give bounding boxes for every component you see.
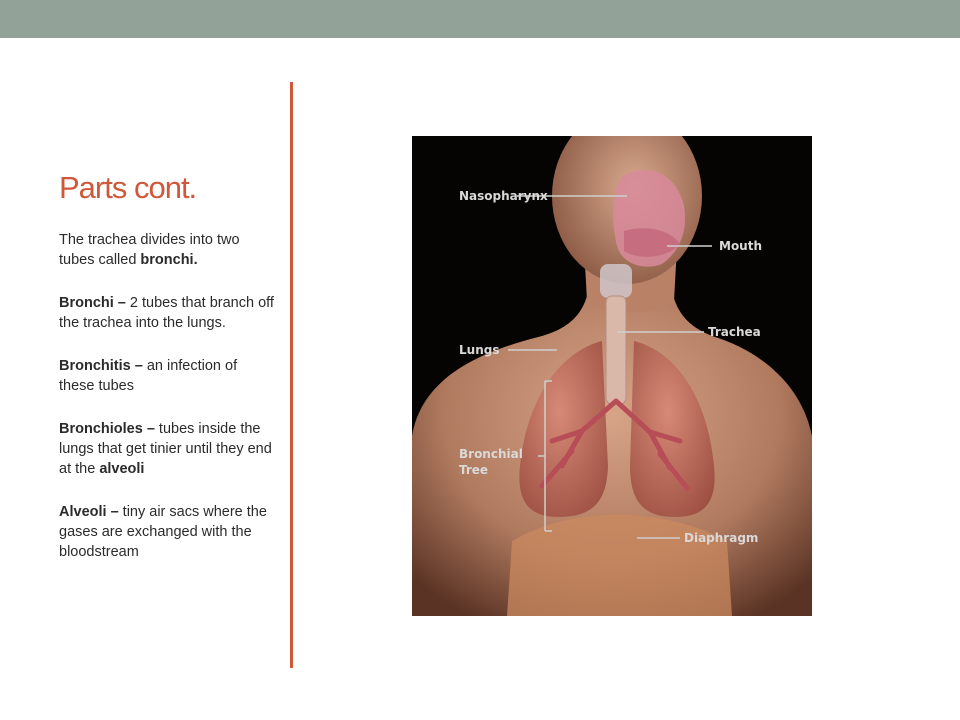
anatomy-graphic <box>412 136 812 616</box>
term-bronchioles: Bronchioles <box>59 421 143 437</box>
label-tree: Tree <box>459 463 489 477</box>
paragraph-text: an infection of these tubes <box>59 358 238 394</box>
vertical-divider <box>290 82 293 668</box>
label-diaphragm: Diaphragm <box>684 531 759 545</box>
paragraph-text: The trachea divides into two tubes called <box>59 232 240 268</box>
paragraph-text: 2 tubes that branch off the trachea into the lungs. <box>59 295 274 331</box>
label-trachea: Trachea <box>708 325 761 339</box>
term-separator: – <box>106 504 123 520</box>
body-text <box>59 230 274 585</box>
paragraph-text: tubes inside the lungs that get tinier until they end at the <box>59 421 272 477</box>
paragraph-text: tiny air sacs where the gases are exchanged with the bloodstream <box>59 504 267 560</box>
label-mouth: Mouth <box>719 239 763 253</box>
term-separator: – <box>113 295 130 311</box>
larynx-shape <box>600 264 632 298</box>
paragraph-alveoli <box>59 502 274 562</box>
respiratory-system-illustration <box>412 136 812 616</box>
term-bronchi: Bronchi <box>59 295 114 311</box>
bronchi-emphasis: bronchi. <box>140 252 198 268</box>
term-separator: – <box>142 421 159 437</box>
term-bronchitis: Bronchitis <box>59 358 131 374</box>
paragraph-bronchi <box>59 293 274 333</box>
term-alveoli: Alveoli <box>59 504 107 520</box>
label-bronchial: Bronchial <box>459 447 523 461</box>
term-separator: – <box>130 358 147 374</box>
diaphragm-shape <box>507 515 732 616</box>
alveoli-emphasis: alveoli <box>99 461 145 477</box>
paragraph-bronchitis <box>59 356 274 396</box>
trachea-tube <box>606 296 626 404</box>
paragraph-bronchioles <box>59 419 274 479</box>
slide-title: Parts cont. <box>59 170 197 205</box>
label-lungs: Lungs <box>459 343 500 357</box>
label-nasopharynx: Nasopharynx <box>459 189 548 203</box>
paragraph-trachea <box>59 230 274 270</box>
top-bar <box>0 0 960 38</box>
